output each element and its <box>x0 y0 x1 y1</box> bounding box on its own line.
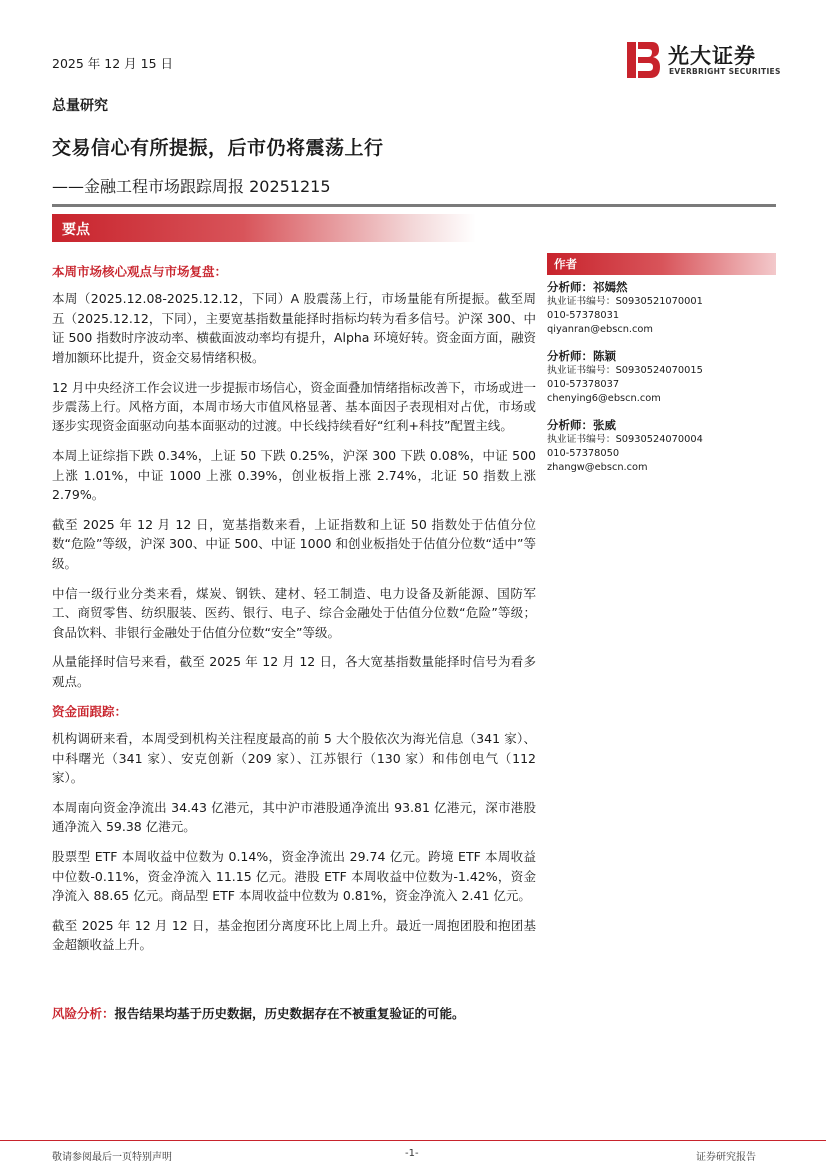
paragraph: 本周（2025.12.08-2025.12.12，下同）A 股震荡上行，市场量能有所提振。截至周五（2025.12.12，下同），主要宽基指数量能择时指标均转为看多信号。沪深 300、中证 500 指数时序波动率、横截面波动率均有提升，Alpha 环境好转。资金面方面，融资增加额环比提升，资金交易情绪积极。 <box>52 291 536 365</box>
authors-banner: 作者 <box>547 253 776 275</box>
paragraph: 机构调研来看，本周受到机构关注程度最高的前 5 大个股依次为海光信息（341 家）、中科曙光（341 家）、安克创新（209 家）、江苏银行（130 家）和伟创电气（112 家）。 <box>52 731 536 785</box>
report-date: 2025 年 12 月 15 日 <box>52 56 173 71</box>
analyst-email: zhangw@ebscn.com <box>547 462 648 473</box>
analyst-phone: 010-57378031 <box>547 310 620 321</box>
core-view-heading: 本周市场核心观点与市场复盘： <box>52 264 228 279</box>
paragraph: 股票型 ETF 本周收益中位数为 0.14%，资金净流出 29.74 亿元。跨境 ETF 本周收益中位数-0.11%，资金净流入 11.15 亿元。港股 ETF 本周收益中位数为-1.42%，资金净流入 88.65 亿元。商品型 ETF 本周收益中位数为 0.81%，资金净流入 2.41 亿元。 <box>52 849 536 903</box>
analyst-name: 分析师：张威 <box>547 418 616 432</box>
report-subtitle: ——金融工程市场跟踪周报 20251215 <box>52 177 331 196</box>
fund-tracking-heading: 资金面跟踪： <box>52 703 128 719</box>
logo-chinese-name: 光大证券 <box>668 44 756 68</box>
report-type: 证券研究报告 <box>696 1152 756 1163</box>
author-sidebar <box>547 253 776 475</box>
analyst-cert: 执业证书编号：S0930524070004 <box>547 434 703 445</box>
paragraph: 本周南向资金净流出 34.43 亿港元，其中沪市港股通净流出 93.81 亿港元，深市港股通净流入 59.38 亿港元。 <box>52 799 536 835</box>
brand-logo <box>626 38 781 82</box>
analyst-name: 分析师：祁嫣然 <box>547 280 628 294</box>
paragraph: 截至 2025 年 12 月 12 日，基金抱团分离度环比上周上升。最近一周抱团股和抱团基金超额收益上升。 <box>52 917 536 953</box>
report-title: 交易信心有所提振，后市仍将震荡上行 <box>52 137 384 159</box>
analyst-card <box>547 279 776 337</box>
analyst-cert: 执业证书编号：S0930524070015 <box>547 365 703 376</box>
risk-label: 风险分析： <box>52 1006 115 1021</box>
analyst-card <box>547 348 776 406</box>
paragraph: 中信一级行业分类来看，煤炭、钢铁、建材、轻工制造、电力设备及新能源、国防军工、商贸零售、纺织服装、医药、银行、电子、综合金融处于估值分位数“危险”等级；食品饮料、非银行金融处于估值分位数“安全”等级。 <box>52 585 536 640</box>
everbright-logo-icon <box>626 38 662 82</box>
analyst-email: chenying6@ebscn.com <box>547 393 661 404</box>
main-content <box>52 262 536 965</box>
header-divider <box>52 204 776 207</box>
disclaimer-note: 敬请参阅最后一页特别声明 <box>52 1152 172 1163</box>
analyst-cert: 执业证书编号：S0930521070001 <box>547 296 703 307</box>
paragraph: 12 月中央经济工作会议进一步提振市场信心，资金面叠加情绪指标改善下，市场或进一步震荡上行。风格方面，本周市场大市值风格显著、基本面因子表现相对占优，市场或逐步实现资金面驱动向基本面驱动的过渡。中长线持续看好“红利+科技”配置主线。 <box>52 379 536 434</box>
page-number: -1- <box>405 1148 419 1159</box>
paragraph: 截至 2025 年 12 月 12 日，宽基指数来看，上证指数和上证 50 指数处于估值分位数“危险”等级，沪深 300、中证 500、中证 1000 和创业板指处于估值分位数“适中”等级。 <box>52 516 536 571</box>
analyst-name: 分析师：陈颖 <box>547 349 616 363</box>
report-category: 总量研究 <box>52 98 108 114</box>
paragraph: 从量能择时信号来看，截至 2025 年 12 月 12 日，各大宽基指数量能择时信号为看多观点。 <box>52 654 536 689</box>
keypoints-label: 要点 <box>62 222 90 238</box>
risk-text: 报告结果均基于历史数据，历史数据存在不被重复验证的可能。 <box>114 1006 465 1021</box>
analyst-card <box>547 417 776 475</box>
analyst-email: qiyanran@ebscn.com <box>547 324 653 335</box>
keypoints-banner <box>52 214 476 242</box>
footer-divider <box>0 1140 826 1141</box>
analyst-phone: 010-57378050 <box>547 448 620 459</box>
risk-analysis <box>52 1004 465 1022</box>
logo-english-name: EVERBRIGHT SECURITIES <box>669 67 781 76</box>
paragraph: 本周上证综指下跌 0.34%，上证 50 下跌 0.25%，沪深 300 下跌 0.08%，中证 500 上涨 1.01%，中证 1000 上涨 0.39%，创业板指上涨 2.74%，北证 50 指数上涨 2.79%。 <box>52 448 536 503</box>
analyst-phone: 010-57378037 <box>547 379 620 390</box>
